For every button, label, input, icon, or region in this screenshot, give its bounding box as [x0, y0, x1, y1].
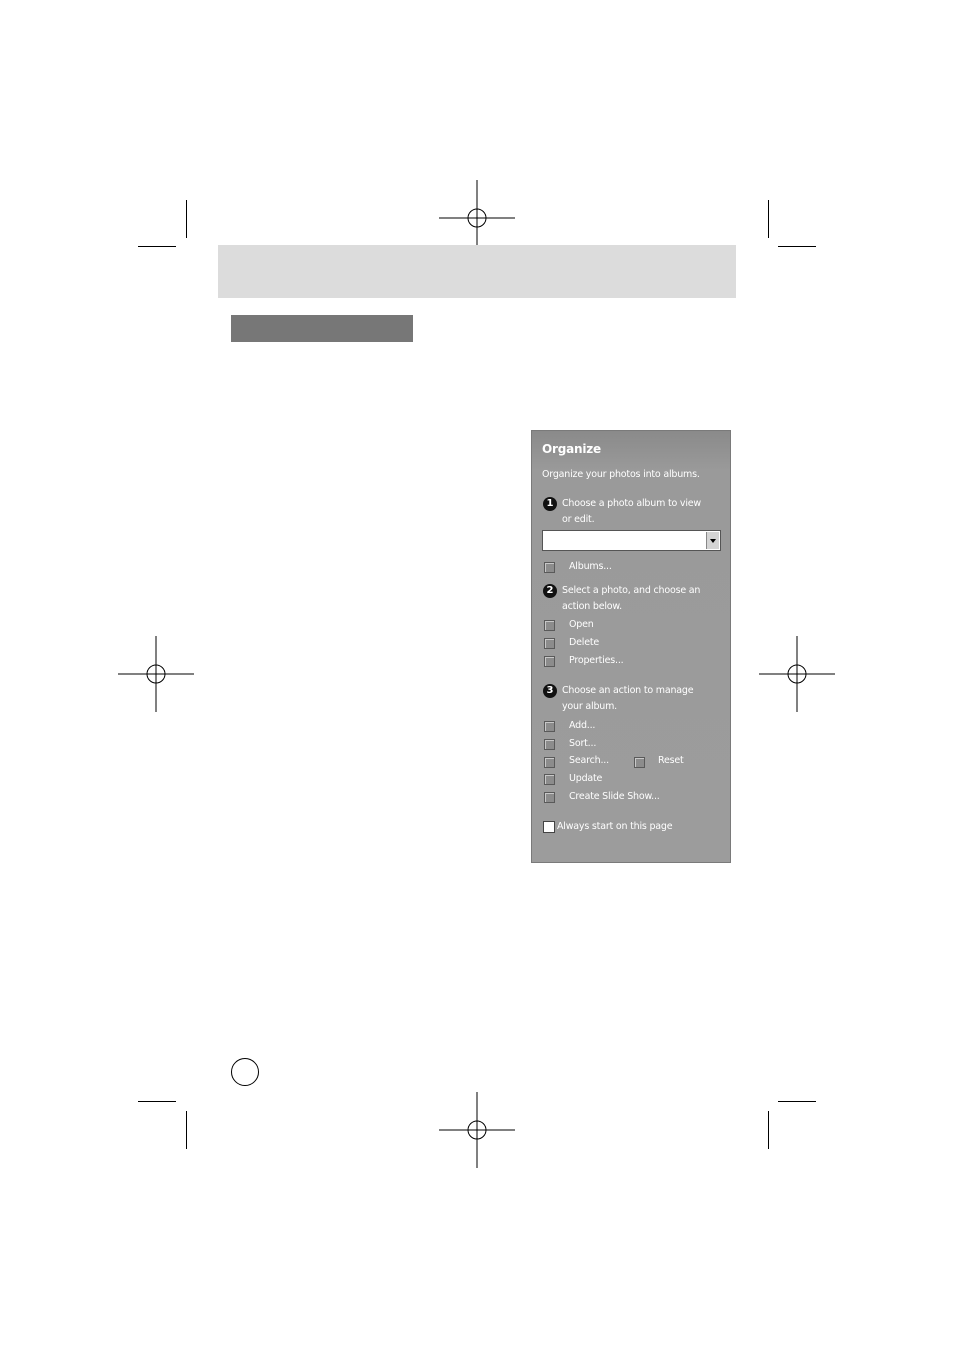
search-icon — [544, 757, 555, 768]
delete-action[interactable]: Delete — [569, 637, 600, 648]
panel-intro: Organize your photos into albums. — [542, 469, 700, 480]
chevron-down-icon — [710, 539, 716, 543]
update-action[interactable]: Update — [569, 773, 603, 784]
crop-mark-top-right-vertical — [768, 200, 769, 238]
reset-action[interactable]: Reset — [658, 755, 684, 766]
registration-mark-right — [759, 636, 835, 712]
slideshow-icon — [544, 792, 555, 803]
reset-icon — [634, 757, 645, 768]
crop-mark-bottom-right-vertical — [768, 1111, 769, 1149]
open-action[interactable]: Open — [569, 619, 594, 630]
step-3-line-2: your album. — [562, 701, 617, 712]
sort-action[interactable]: Sort... — [569, 738, 597, 749]
step-1-number: 1 — [543, 497, 557, 511]
panel-title: Organize — [542, 442, 601, 456]
properties-action[interactable]: Properties... — [569, 655, 624, 666]
crop-mark-bottom-right-horizontal — [778, 1101, 816, 1102]
step-3-number: 3 — [543, 684, 557, 698]
albums-icon — [544, 562, 555, 573]
step-2-line-2: action below. — [562, 601, 622, 612]
section-title-bar — [231, 315, 413, 342]
add-action[interactable]: Add... — [569, 720, 596, 731]
step-2-line-1: Select a photo, and choose an — [562, 585, 701, 596]
step-2-number: 2 — [543, 584, 557, 598]
update-icon — [544, 774, 555, 785]
page-number-circle — [231, 1058, 259, 1086]
step-1-line-2: or edit. — [562, 514, 595, 525]
delete-icon — [544, 638, 555, 649]
registration-mark-left — [118, 636, 194, 712]
always-start-checkbox[interactable] — [543, 821, 555, 833]
albums-link[interactable]: Albums... — [569, 561, 612, 572]
crop-mark-bottom-left-horizontal — [138, 1101, 176, 1102]
always-start-label[interactable]: Always start on this page — [557, 821, 673, 832]
step-3-line-1: Choose an action to manage — [562, 685, 694, 696]
crop-mark-bottom-left-vertical — [186, 1111, 187, 1149]
registration-mark-bottom — [439, 1092, 515, 1168]
create-slideshow-action[interactable]: Create Slide Show... — [569, 791, 660, 802]
album-select[interactable] — [542, 530, 721, 551]
organize-panel — [531, 430, 731, 863]
sort-icon — [544, 739, 555, 750]
album-select-dropdown-button[interactable] — [706, 532, 719, 549]
properties-icon — [544, 656, 555, 667]
crop-mark-top-left-horizontal — [138, 246, 176, 247]
search-action[interactable]: Search... — [569, 755, 609, 766]
add-icon — [544, 721, 555, 732]
step-1-line-1: Choose a photo album to view — [562, 498, 701, 509]
crop-mark-top-left-vertical — [186, 200, 187, 238]
page-header-band — [218, 245, 736, 298]
open-icon — [544, 620, 555, 631]
crop-mark-top-right-horizontal — [778, 246, 816, 247]
